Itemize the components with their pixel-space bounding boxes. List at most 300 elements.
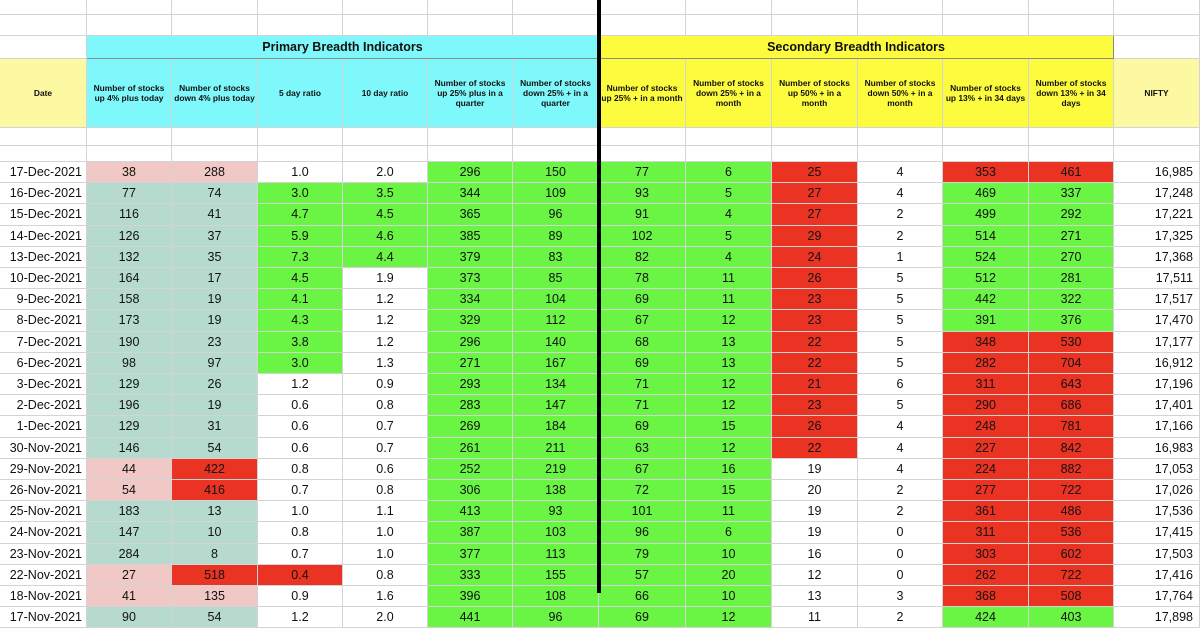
data-cell[interactable]: 3.8	[258, 332, 343, 353]
data-cell[interactable]: 17	[172, 268, 258, 289]
data-cell[interactable]: 722	[1029, 480, 1114, 501]
data-cell[interactable]: 12	[772, 565, 858, 586]
data-cell[interactable]: 4.1	[258, 289, 343, 310]
empty-cell[interactable]	[772, 15, 858, 36]
nifty-cell[interactable]: 17,166	[1114, 416, 1200, 437]
data-cell[interactable]: 89	[513, 226, 599, 247]
data-cell[interactable]: 0.8	[343, 565, 428, 586]
data-cell[interactable]: 269	[428, 416, 513, 437]
data-cell[interactable]: 93	[513, 501, 599, 522]
data-cell[interactable]: 262	[943, 565, 1029, 586]
data-cell[interactable]: 387	[428, 522, 513, 543]
nifty-cell[interactable]: 16,983	[1114, 438, 1200, 459]
date-cell[interactable]: 22-Nov-2021	[0, 565, 87, 586]
data-cell[interactable]: 4	[686, 247, 772, 268]
data-cell[interactable]: 16	[772, 544, 858, 565]
data-cell[interactable]: 5	[858, 268, 943, 289]
date-cell[interactable]: 2-Dec-2021	[0, 395, 87, 416]
data-cell[interactable]: 15	[686, 416, 772, 437]
empty-cell[interactable]	[343, 128, 428, 146]
data-cell[interactable]: 271	[1029, 226, 1114, 247]
data-cell[interactable]: 0.7	[343, 416, 428, 437]
empty-cell[interactable]	[686, 146, 772, 162]
data-cell[interactable]: 13	[772, 586, 858, 607]
data-cell[interactable]: 348	[943, 332, 1029, 353]
empty-cell[interactable]	[858, 146, 943, 162]
data-cell[interactable]: 184	[513, 416, 599, 437]
data-cell[interactable]: 403	[1029, 607, 1114, 628]
date-cell[interactable]: 17-Nov-2021	[0, 607, 87, 628]
empty-cell[interactable]	[599, 146, 686, 162]
data-cell[interactable]: 1.9	[343, 268, 428, 289]
date-cell[interactable]: 15-Dec-2021	[0, 204, 87, 225]
data-cell[interactable]: 41	[87, 586, 172, 607]
empty-cell[interactable]	[858, 15, 943, 36]
nifty-cell[interactable]: 16,985	[1114, 162, 1200, 183]
data-cell[interactable]: 7.3	[258, 247, 343, 268]
empty-cell[interactable]	[1029, 0, 1114, 15]
data-cell[interactable]: 4.3	[258, 310, 343, 331]
data-cell[interactable]: 5.9	[258, 226, 343, 247]
data-cell[interactable]: 90	[87, 607, 172, 628]
data-cell[interactable]: 23	[172, 332, 258, 353]
data-cell[interactable]: 26	[772, 416, 858, 437]
data-cell[interactable]: 441	[428, 607, 513, 628]
data-cell[interactable]: 353	[943, 162, 1029, 183]
data-cell[interactable]: 0.7	[343, 438, 428, 459]
nifty-cell[interactable]: 17,898	[1114, 607, 1200, 628]
data-cell[interactable]: 63	[599, 438, 686, 459]
data-cell[interactable]: 22	[772, 332, 858, 353]
data-cell[interactable]: 5	[858, 332, 943, 353]
data-cell[interactable]: 0.7	[258, 544, 343, 565]
empty-cell[interactable]	[0, 128, 87, 146]
data-cell[interactable]: 150	[513, 162, 599, 183]
data-cell[interactable]: 11	[686, 501, 772, 522]
date-cell[interactable]: 26-Nov-2021	[0, 480, 87, 501]
data-cell[interactable]: 461	[1029, 162, 1114, 183]
data-cell[interactable]: 1.2	[343, 289, 428, 310]
empty-cell[interactable]	[772, 128, 858, 146]
data-cell[interactable]: 3.5	[343, 183, 428, 204]
empty-cell[interactable]	[943, 146, 1029, 162]
data-cell[interactable]: 377	[428, 544, 513, 565]
data-cell[interactable]: 311	[943, 522, 1029, 543]
date-cell[interactable]: 29-Nov-2021	[0, 459, 87, 480]
nifty-cell[interactable]: 17,511	[1114, 268, 1200, 289]
data-cell[interactable]: 12	[686, 438, 772, 459]
empty-cell[interactable]	[772, 146, 858, 162]
data-cell[interactable]: 146	[87, 438, 172, 459]
data-cell[interactable]: 518	[172, 565, 258, 586]
data-cell[interactable]: 4.5	[343, 204, 428, 225]
data-cell[interactable]: 219	[513, 459, 599, 480]
data-cell[interactable]: 281	[1029, 268, 1114, 289]
data-cell[interactable]: 173	[87, 310, 172, 331]
data-cell[interactable]: 109	[513, 183, 599, 204]
data-cell[interactable]: 101	[599, 501, 686, 522]
data-cell[interactable]: 422	[172, 459, 258, 480]
data-cell[interactable]: 54	[172, 607, 258, 628]
nifty-cell[interactable]: 17,470	[1114, 310, 1200, 331]
data-cell[interactable]: 29	[772, 226, 858, 247]
data-cell[interactable]: 196	[87, 395, 172, 416]
data-cell[interactable]: 290	[943, 395, 1029, 416]
data-cell[interactable]: 227	[943, 438, 1029, 459]
data-cell[interactable]: 376	[1029, 310, 1114, 331]
data-cell[interactable]: 4	[858, 459, 943, 480]
data-cell[interactable]: 424	[943, 607, 1029, 628]
data-cell[interactable]: 164	[87, 268, 172, 289]
data-cell[interactable]: 284	[87, 544, 172, 565]
empty-cell[interactable]	[513, 128, 599, 146]
data-cell[interactable]: 0.6	[258, 395, 343, 416]
data-cell[interactable]: 104	[513, 289, 599, 310]
data-cell[interactable]: 2	[858, 226, 943, 247]
date-cell[interactable]: 10-Dec-2021	[0, 268, 87, 289]
data-cell[interactable]: 514	[943, 226, 1029, 247]
data-cell[interactable]: 112	[513, 310, 599, 331]
data-cell[interactable]: 77	[599, 162, 686, 183]
data-cell[interactable]: 1.2	[343, 310, 428, 331]
data-cell[interactable]: 21	[772, 374, 858, 395]
empty-cell[interactable]	[172, 15, 258, 36]
data-cell[interactable]: 155	[513, 565, 599, 586]
data-cell[interactable]: 0	[858, 544, 943, 565]
data-cell[interactable]: 16	[686, 459, 772, 480]
empty-cell[interactable]	[0, 15, 87, 36]
data-cell[interactable]: 1.1	[343, 501, 428, 522]
data-cell[interactable]: 1.2	[258, 374, 343, 395]
data-cell[interactable]: 35	[172, 247, 258, 268]
data-cell[interactable]: 311	[943, 374, 1029, 395]
data-cell[interactable]: 2.0	[343, 162, 428, 183]
data-cell[interactable]: 67	[599, 310, 686, 331]
data-cell[interactable]: 129	[87, 374, 172, 395]
data-cell[interactable]: 368	[943, 586, 1029, 607]
date-cell[interactable]: 17-Dec-2021	[0, 162, 87, 183]
data-cell[interactable]: 211	[513, 438, 599, 459]
empty-cell[interactable]	[1114, 36, 1200, 59]
nifty-cell[interactable]: 16,912	[1114, 353, 1200, 374]
data-cell[interactable]: 530	[1029, 332, 1114, 353]
data-cell[interactable]: 2	[858, 501, 943, 522]
data-cell[interactable]: 27	[772, 204, 858, 225]
data-cell[interactable]: 379	[428, 247, 513, 268]
empty-cell[interactable]	[87, 0, 172, 15]
data-cell[interactable]: 158	[87, 289, 172, 310]
data-cell[interactable]: 79	[599, 544, 686, 565]
data-cell[interactable]: 77	[87, 183, 172, 204]
data-cell[interactable]: 6	[686, 162, 772, 183]
data-cell[interactable]: 134	[513, 374, 599, 395]
data-cell[interactable]: 12	[686, 395, 772, 416]
data-cell[interactable]: 4.4	[343, 247, 428, 268]
date-cell[interactable]: 1-Dec-2021	[0, 416, 87, 437]
data-cell[interactable]: 248	[943, 416, 1029, 437]
data-cell[interactable]: 5	[858, 353, 943, 374]
data-cell[interactable]: 0.8	[343, 480, 428, 501]
empty-cell[interactable]	[172, 146, 258, 162]
nifty-cell[interactable]: 17,177	[1114, 332, 1200, 353]
data-cell[interactable]: 283	[428, 395, 513, 416]
data-cell[interactable]: 413	[428, 501, 513, 522]
empty-cell[interactable]	[513, 146, 599, 162]
data-cell[interactable]: 0.4	[258, 565, 343, 586]
data-cell[interactable]: 66	[599, 586, 686, 607]
empty-cell[interactable]	[686, 15, 772, 36]
empty-cell[interactable]	[772, 0, 858, 15]
data-cell[interactable]: 1.0	[258, 162, 343, 183]
nifty-cell[interactable]: 17,517	[1114, 289, 1200, 310]
empty-cell[interactable]	[0, 146, 87, 162]
data-cell[interactable]: 103	[513, 522, 599, 543]
empty-cell[interactable]	[172, 0, 258, 15]
empty-cell[interactable]	[258, 128, 343, 146]
data-cell[interactable]: 19	[772, 522, 858, 543]
data-cell[interactable]: 391	[943, 310, 1029, 331]
data-cell[interactable]: 1.3	[343, 353, 428, 374]
nifty-cell[interactable]: 17,325	[1114, 226, 1200, 247]
data-cell[interactable]: 38	[87, 162, 172, 183]
data-cell[interactable]: 337	[1029, 183, 1114, 204]
data-cell[interactable]: 282	[943, 353, 1029, 374]
data-cell[interactable]: 373	[428, 268, 513, 289]
data-cell[interactable]: 96	[513, 607, 599, 628]
data-cell[interactable]: 3	[858, 586, 943, 607]
data-cell[interactable]: 224	[943, 459, 1029, 480]
data-cell[interactable]: 334	[428, 289, 513, 310]
empty-cell[interactable]	[258, 146, 343, 162]
nifty-cell[interactable]: 17,196	[1114, 374, 1200, 395]
data-cell[interactable]: 4	[858, 162, 943, 183]
data-cell[interactable]: 108	[513, 586, 599, 607]
empty-cell[interactable]	[1029, 15, 1114, 36]
data-cell[interactable]: 602	[1029, 544, 1114, 565]
data-cell[interactable]: 722	[1029, 565, 1114, 586]
data-cell[interactable]: 270	[1029, 247, 1114, 268]
empty-cell[interactable]	[858, 128, 943, 146]
empty-cell[interactable]	[943, 0, 1029, 15]
data-cell[interactable]: 23	[772, 289, 858, 310]
empty-cell[interactable]	[343, 0, 428, 15]
data-cell[interactable]: 512	[943, 268, 1029, 289]
data-cell[interactable]: 0.7	[258, 480, 343, 501]
data-cell[interactable]: 190	[87, 332, 172, 353]
empty-cell[interactable]	[1114, 0, 1200, 15]
data-cell[interactable]: 2	[858, 607, 943, 628]
data-cell[interactable]: 22	[772, 438, 858, 459]
data-cell[interactable]: 0	[858, 522, 943, 543]
data-cell[interactable]: 306	[428, 480, 513, 501]
data-cell[interactable]: 138	[513, 480, 599, 501]
data-cell[interactable]: 13	[686, 332, 772, 353]
data-cell[interactable]: 3.0	[258, 183, 343, 204]
data-cell[interactable]: 4	[858, 416, 943, 437]
data-cell[interactable]: 704	[1029, 353, 1114, 374]
data-cell[interactable]: 322	[1029, 289, 1114, 310]
data-cell[interactable]: 385	[428, 226, 513, 247]
data-cell[interactable]: 102	[599, 226, 686, 247]
data-cell[interactable]: 4.5	[258, 268, 343, 289]
empty-cell[interactable]	[513, 0, 599, 15]
date-cell[interactable]: 13-Dec-2021	[0, 247, 87, 268]
nifty-cell[interactable]: 17,053	[1114, 459, 1200, 480]
data-cell[interactable]: 0.8	[343, 395, 428, 416]
data-cell[interactable]: 5	[858, 395, 943, 416]
data-cell[interactable]: 12	[686, 374, 772, 395]
data-cell[interactable]: 10	[686, 586, 772, 607]
data-cell[interactable]: 781	[1029, 416, 1114, 437]
date-cell[interactable]: 6-Dec-2021	[0, 353, 87, 374]
data-cell[interactable]: 67	[599, 459, 686, 480]
data-cell[interactable]: 20	[686, 565, 772, 586]
data-cell[interactable]: 15	[686, 480, 772, 501]
data-cell[interactable]: 11	[686, 289, 772, 310]
data-cell[interactable]: 19	[172, 395, 258, 416]
data-cell[interactable]: 10	[172, 522, 258, 543]
date-cell[interactable]: 16-Dec-2021	[0, 183, 87, 204]
data-cell[interactable]: 6	[858, 374, 943, 395]
empty-cell[interactable]	[858, 0, 943, 15]
data-cell[interactable]: 26	[172, 374, 258, 395]
nifty-cell[interactable]: 17,401	[1114, 395, 1200, 416]
empty-cell[interactable]	[87, 15, 172, 36]
data-cell[interactable]: 27	[772, 183, 858, 204]
data-cell[interactable]: 643	[1029, 374, 1114, 395]
nifty-cell[interactable]: 17,248	[1114, 183, 1200, 204]
date-cell[interactable]: 24-Nov-2021	[0, 522, 87, 543]
data-cell[interactable]: 271	[428, 353, 513, 374]
data-cell[interactable]: 98	[87, 353, 172, 374]
empty-cell[interactable]	[943, 128, 1029, 146]
data-cell[interactable]: 54	[87, 480, 172, 501]
empty-cell[interactable]	[1114, 15, 1200, 36]
data-cell[interactable]: 27	[87, 565, 172, 586]
empty-cell[interactable]	[87, 146, 172, 162]
data-cell[interactable]: 842	[1029, 438, 1114, 459]
data-cell[interactable]: 0.9	[343, 374, 428, 395]
data-cell[interactable]: 1.6	[343, 586, 428, 607]
data-cell[interactable]: 96	[513, 204, 599, 225]
data-cell[interactable]: 129	[87, 416, 172, 437]
data-cell[interactable]: 524	[943, 247, 1029, 268]
data-cell[interactable]: 361	[943, 501, 1029, 522]
empty-cell[interactable]	[599, 15, 686, 36]
data-cell[interactable]: 288	[172, 162, 258, 183]
data-cell[interactable]: 41	[172, 204, 258, 225]
data-cell[interactable]: 183	[87, 501, 172, 522]
data-cell[interactable]: 13	[686, 353, 772, 374]
nifty-cell[interactable]: 17,503	[1114, 544, 1200, 565]
nifty-cell[interactable]: 17,415	[1114, 522, 1200, 543]
data-cell[interactable]: 71	[599, 395, 686, 416]
data-cell[interactable]: 1.2	[343, 332, 428, 353]
data-cell[interactable]: 19	[172, 289, 258, 310]
data-cell[interactable]: 85	[513, 268, 599, 289]
nifty-cell[interactable]: 17,368	[1114, 247, 1200, 268]
data-cell[interactable]: 508	[1029, 586, 1114, 607]
data-cell[interactable]: 2	[858, 204, 943, 225]
data-cell[interactable]: 22	[772, 353, 858, 374]
date-cell[interactable]: 14-Dec-2021	[0, 226, 87, 247]
data-cell[interactable]: 167	[513, 353, 599, 374]
data-cell[interactable]: 135	[172, 586, 258, 607]
data-cell[interactable]: 882	[1029, 459, 1114, 480]
data-cell[interactable]: 19	[172, 310, 258, 331]
nifty-cell[interactable]: 17,536	[1114, 501, 1200, 522]
data-cell[interactable]: 5	[686, 183, 772, 204]
empty-cell[interactable]	[258, 0, 343, 15]
data-cell[interactable]: 261	[428, 438, 513, 459]
data-cell[interactable]: 4	[858, 183, 943, 204]
data-cell[interactable]: 469	[943, 183, 1029, 204]
date-cell[interactable]: 18-Nov-2021	[0, 586, 87, 607]
data-cell[interactable]: 23	[772, 310, 858, 331]
data-cell[interactable]: 69	[599, 353, 686, 374]
empty-cell[interactable]	[1114, 146, 1200, 162]
data-cell[interactable]: 54	[172, 438, 258, 459]
data-cell[interactable]: 12	[686, 310, 772, 331]
data-cell[interactable]: 57	[599, 565, 686, 586]
data-cell[interactable]: 5	[858, 310, 943, 331]
data-cell[interactable]: 329	[428, 310, 513, 331]
data-cell[interactable]: 344	[428, 183, 513, 204]
data-cell[interactable]: 5	[686, 226, 772, 247]
empty-cell[interactable]	[343, 146, 428, 162]
empty-cell[interactable]	[428, 146, 513, 162]
data-cell[interactable]: 4.6	[343, 226, 428, 247]
data-cell[interactable]: 74	[172, 183, 258, 204]
empty-cell[interactable]	[599, 0, 686, 15]
empty-cell[interactable]	[686, 0, 772, 15]
data-cell[interactable]: 69	[599, 416, 686, 437]
empty-cell[interactable]	[1029, 128, 1114, 146]
data-cell[interactable]: 303	[943, 544, 1029, 565]
data-cell[interactable]: 0.6	[258, 416, 343, 437]
data-cell[interactable]: 24	[772, 247, 858, 268]
data-cell[interactable]: 499	[943, 204, 1029, 225]
data-cell[interactable]: 44	[87, 459, 172, 480]
data-cell[interactable]: 23	[772, 395, 858, 416]
data-cell[interactable]: 116	[87, 204, 172, 225]
data-cell[interactable]: 31	[172, 416, 258, 437]
data-cell[interactable]: 2.0	[343, 607, 428, 628]
data-cell[interactable]: 0.9	[258, 586, 343, 607]
data-cell[interactable]: 132	[87, 247, 172, 268]
data-cell[interactable]: 0.6	[258, 438, 343, 459]
data-cell[interactable]: 113	[513, 544, 599, 565]
data-cell[interactable]: 0.6	[343, 459, 428, 480]
empty-cell[interactable]	[0, 0, 87, 15]
date-cell[interactable]: 25-Nov-2021	[0, 501, 87, 522]
nifty-cell[interactable]: 17,026	[1114, 480, 1200, 501]
data-cell[interactable]: 2	[858, 480, 943, 501]
data-cell[interactable]: 293	[428, 374, 513, 395]
data-cell[interactable]: 4	[858, 438, 943, 459]
nifty-cell[interactable]: 17,764	[1114, 586, 1200, 607]
data-cell[interactable]: 11	[686, 268, 772, 289]
date-cell[interactable]: 7-Dec-2021	[0, 332, 87, 353]
date-cell[interactable]: 23-Nov-2021	[0, 544, 87, 565]
empty-cell[interactable]	[1029, 146, 1114, 162]
data-cell[interactable]: 4	[686, 204, 772, 225]
data-cell[interactable]: 82	[599, 247, 686, 268]
empty-cell[interactable]	[0, 36, 87, 59]
data-cell[interactable]: 25	[772, 162, 858, 183]
data-cell[interactable]: 536	[1029, 522, 1114, 543]
data-cell[interactable]: 91	[599, 204, 686, 225]
